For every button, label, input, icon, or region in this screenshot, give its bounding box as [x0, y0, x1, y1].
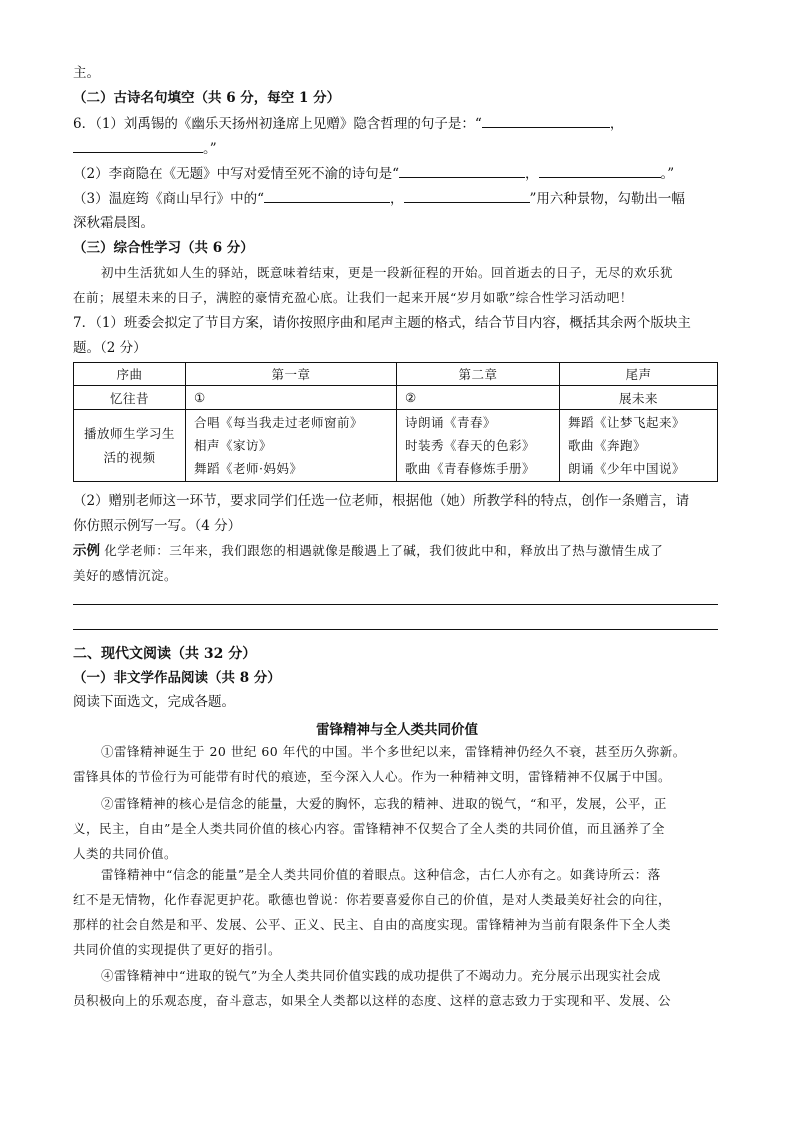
question-6-3: （3）温庭筠《商山早行》中的“ ， ”用六种景物，勾勒出一幅 [73, 191, 685, 207]
question-6-3-cont: 深秋霜晨图。 [73, 215, 154, 231]
article-paragraph: 雷锋具体的节俭行为可能带有时代的痕迹，至今深入人心。作为一种精神文明，雷锋精神不仅属于中国。 [73, 769, 672, 784]
article-paragraph: 人类的共同价值。 [73, 846, 178, 861]
program-cell: 诗朗诵《青春》 时装秀《春天的色彩》 歌曲《青春修炼手册》 [397, 410, 560, 482]
article-paragraph: 雷锋精神中“信念的能量”是全人类共同价值的着眼点。这种信念，古仁人亦有之。如龚诗所云：落 [101, 867, 661, 882]
question-7-2: （2）赠别老师这一环节，要求同学们任选一位老师，根据他（她）所教学科的特点，创作一条赠言，请 [73, 493, 690, 509]
question-7-1-cont: 题。（2 分） [73, 340, 147, 356]
answer-blank-6-1-a[interactable] [482, 114, 610, 128]
article-paragraph: ②雷锋精神的核心是信念的能量，大爱的胸怀，忘我的精神、进取的锐气，“和平，发展，公平，正 [101, 796, 667, 811]
theme-answer-cell-2[interactable]: ② [397, 386, 560, 410]
article-paragraph: ④雷锋精神中“进取的锐气”为全人类共同价值实践的成功提供了不竭动力。充分展示出现实社会成 [101, 968, 661, 983]
non-literary-heading: （一）非文学作品阅读（共 8 分） [73, 670, 281, 686]
question-6-1: 6．（1）刘禹锡的《幽乐天扬州初逢席上见赠》隐含哲理的句子是：“ ， [73, 116, 624, 132]
answer-blank-6-2-a[interactable] [399, 164, 525, 178]
header-cell: 第一章 [186, 363, 397, 386]
table-program-row [74, 410, 718, 482]
continued-text: 主。 [73, 65, 100, 81]
header-cell: 尾声 [560, 363, 718, 386]
poetry-section-heading: （二）古诗名句填空（共 6 分，每空 1 分） [73, 90, 341, 106]
theme-cell: 展未来 [560, 386, 718, 410]
article-paragraph: 那样的社会自然是和平、发展、公平、正义、民主、自由的高度实现。雷锋精神为当前有限条件下全人类 [73, 917, 672, 932]
program-cell: 播放师生学习生 活的视频 [74, 410, 186, 482]
program-table [73, 362, 718, 482]
article-paragraph: 员积极向上的乐观态度，奋斗意志，如果全人类都以这样的态度、这样的意志致力于实现和平、发展、公 [73, 993, 672, 1008]
example [73, 542, 663, 560]
header-cell: 第二章 [397, 363, 560, 386]
intro-text-cont: 在前；展望未来的日子，满腔的豪情充盈心底。让我们一起来开展“岁月如歌”综合性学习活动吧！ [73, 290, 633, 305]
question-6-1-cont: 。” [73, 139, 217, 158]
example-text-cont: 美好的感情沉淀。 [73, 568, 178, 583]
article-paragraph: 义，民主，自由”是全人类共同价值的核心内容。雷锋精神不仅契合了全人类的共同价值，而且涵养了全 [73, 821, 665, 836]
question-6-2: （2）李商隐在《无题》中写对爱情至死不渝的诗句是“ ， 。” [73, 166, 675, 182]
question-7-1: 7．（1）班委会拟定了节目方案，请你按照序曲和尾声主题的格式，结合节目内容，概括其余两个版块主 [73, 315, 691, 331]
table-header-row [74, 363, 718, 386]
reading-instruction: 阅读下面选文，完成各题。 [73, 694, 235, 710]
modern-reading-heading: 二、现代文阅读（共 32 分） [73, 646, 257, 662]
question-7-2-cont: 你仿照示例写一写。（4 分） [73, 518, 242, 534]
answer-line-2[interactable] [73, 629, 718, 630]
program-cell: 舞蹈《让梦飞起来》 歌曲《奔跑》 朗诵《少年中国说》 [560, 410, 718, 482]
answer-blank-6-3-b[interactable] [404, 189, 530, 203]
example-label: 示例 [73, 543, 100, 559]
program-cell: 合唱《每当我走过老师窗前》 相声《家访》 舞蹈《老师·妈妈》 [186, 410, 397, 482]
theme-cell: 忆往昔 [74, 386, 186, 410]
header-cell: 序曲 [74, 363, 186, 386]
intro-text: 初中生活犹如人生的驿站，既意味着结束，更是一段新征程的开始。回首逝去的日子，无尽的欢乐犹 [101, 265, 674, 280]
theme-answer-cell-1[interactable]: ① [186, 386, 397, 410]
answer-blank-6-1-b[interactable] [73, 139, 203, 153]
answer-blank-6-3-a[interactable] [264, 189, 390, 203]
article-paragraph: 红不是无情物，化作春泥更护花。歌德也曾说：你若要喜爱你自己的价值，是对人类最美好社会的向往， [73, 892, 672, 907]
table-theme-row [74, 386, 718, 410]
example-text: 化学老师：三年来，我们跟您的相遇就像是酸遇上了碱，我们彼此中和，释放出了热与激情生成了 [104, 543, 664, 558]
comprehensive-section-heading: （三）综合性学习（共 6 分） [73, 240, 254, 256]
article-title: 雷锋精神与全人类共同价值 [316, 722, 478, 738]
article-paragraph: ①雷锋精神诞生于 20 世纪 60 年代的中国。半个多世纪以来，雷锋精神仍经久不衰，甚至历久弥新。 [101, 744, 686, 759]
answer-blank-6-2-b[interactable] [539, 164, 661, 178]
article-paragraph: 共同价值的实现提供了更好的指引。 [73, 942, 282, 957]
answer-line-1[interactable] [73, 604, 718, 605]
